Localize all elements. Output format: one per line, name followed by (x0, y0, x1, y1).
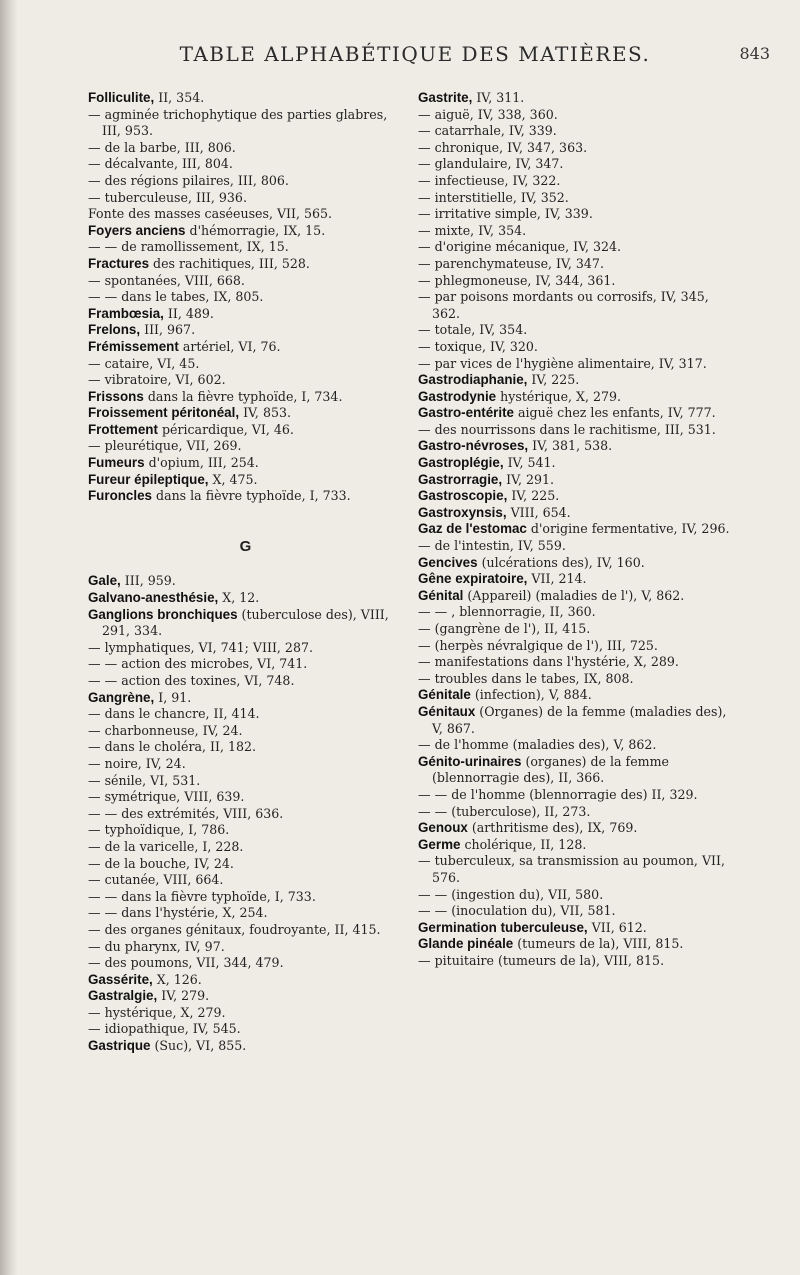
entry-text: Fonte des masses caséeuses, VII, 565. (88, 206, 333, 222)
entry-text: (tuberculose des), VIII, 291, 334. (102, 606, 389, 639)
entry-text: II, 489. (163, 305, 214, 321)
index-entry (88, 306, 403, 323)
index-entry (88, 256, 403, 273)
entry-text: (Organes) de la femme (maladies des), V, 867. (432, 703, 727, 736)
entry-headword: Frottement (88, 421, 158, 437)
entry-text: IV, 279. (157, 988, 210, 1004)
entry-text: (ulcérations des), IV, 160. (477, 554, 645, 570)
entry-text: — agminée trichophytique des parties glabres, III, 953. (88, 106, 388, 139)
index-entry (418, 422, 738, 439)
index-entry (88, 140, 403, 157)
index-entry (88, 905, 403, 922)
entry-text: III, 967. (140, 322, 196, 338)
entry-text: — vibratoire, VI, 602. (88, 372, 226, 388)
index-entry (88, 640, 403, 657)
entry-text: X, 12. (218, 590, 260, 606)
entry-headword: Gaz de l'estomac (418, 521, 527, 537)
entry-text: — troubles dans le tabes, IX, 808. (418, 670, 634, 686)
entry-headword: Gastrodynie (418, 388, 497, 404)
index-entry (418, 936, 738, 953)
entry-headword: Gastro-entérite (418, 405, 514, 421)
entry-text: — idiopathique, IV, 545. (88, 1021, 241, 1037)
index-entry (418, 687, 738, 704)
entry-text: — (gangrène de l'), II, 415. (418, 621, 591, 636)
entry-text: — charbonneuse, IV, 24. (88, 722, 243, 738)
entry-headword: Gangrène, (88, 689, 155, 705)
entry-text: — — des extrémités, VIII, 636. (88, 805, 284, 821)
entry-text: X, 475. (208, 471, 258, 487)
index-entry (88, 173, 403, 190)
entry-text: X, 126. (152, 971, 202, 987)
index-entry (418, 505, 738, 522)
section-letter: G (239, 537, 252, 555)
index-entry (88, 955, 403, 972)
index-entry (418, 654, 738, 671)
index-entry (88, 673, 403, 690)
entry-text: — dans le chancre, II, 414. (88, 706, 260, 722)
entry-text: — lymphatiques, VI, 741; VIII, 287. (88, 639, 313, 655)
index-entry (88, 806, 403, 823)
index-entry (88, 739, 403, 756)
entry-text: — glandulaire, IV, 347. (418, 156, 564, 172)
entry-text: II, 354. (154, 90, 205, 105)
index-entry (418, 190, 738, 207)
entry-text: — d'origine mécanique, IV, 324. (418, 239, 622, 255)
entry-text: — cutanée, VIII, 664. (88, 872, 224, 888)
entry-headword: Gastrorragie, (418, 471, 503, 487)
entry-headword: Gastralgie, (88, 988, 158, 1004)
entry-text: — — dans l'hystérie, X, 254. (88, 905, 268, 921)
entry-headword: Génital (418, 587, 464, 603)
index-entry (88, 856, 403, 873)
index-entry (88, 372, 403, 389)
entry-text: — de la barbe, III, 806. (88, 139, 236, 155)
entry-text: — symétrique, VIII, 639. (88, 789, 245, 805)
entry-text: VII, 612. (587, 919, 647, 935)
entry-headword: Frelons, (88, 322, 141, 338)
index-entry (88, 789, 403, 806)
index-entry (418, 787, 738, 804)
index-entry (418, 488, 738, 505)
entry-text: — toxique, IV, 320. (418, 338, 538, 354)
entry-text: hystérique, X, 279. (496, 388, 622, 404)
index-entry (88, 289, 403, 306)
index-entry (418, 223, 738, 240)
entry-headword: Fractures (88, 255, 150, 271)
entry-text: — — de ramollissement, IX, 15. (88, 239, 289, 255)
index-entry (88, 322, 403, 339)
index-entry (418, 123, 738, 140)
index-entry (88, 190, 403, 207)
entry-text: — — de l'homme (blennorragie des) II, 329. (418, 786, 698, 802)
entry-headword: Fumeurs (88, 455, 145, 471)
index-entry (88, 1038, 403, 1055)
index-entry (88, 438, 403, 455)
index-entry (418, 754, 738, 787)
entry-headword: Gastroxynsis, (418, 504, 507, 520)
entry-text: IV, 381, 538. (528, 438, 613, 454)
index-entry (418, 156, 738, 173)
index-entry (418, 887, 738, 904)
entry-text: — de la varicelle, I, 228. (88, 838, 244, 854)
entry-text: cholérique, II, 128. (460, 836, 587, 852)
index-entry (88, 706, 403, 723)
index-entry (418, 472, 738, 489)
book-spine-shadow (0, 0, 18, 1275)
index-entry (418, 837, 738, 854)
entry-text: (tumeurs de la), VIII, 815. (513, 936, 684, 952)
index-entry (418, 604, 738, 621)
entry-text: — infectieuse, IV, 322. (418, 172, 561, 188)
index-entry (418, 90, 738, 107)
entry-text: — pituitaire (tumeurs de la), VIII, 815. (418, 952, 665, 968)
index-entry (418, 853, 738, 886)
entry-text: (infection), V, 884. (470, 687, 592, 703)
entry-text: — (herpès névralgique de l'), III, 725. (418, 637, 658, 653)
index-entry (418, 621, 738, 638)
entry-text: péricardique, VI, 46. (157, 421, 294, 437)
page-header (60, 42, 770, 72)
index-entry (418, 455, 738, 472)
entry-text: — — action des toxines, VI, 748. (88, 673, 295, 688)
entry-text: artériel, VI, 76. (178, 338, 281, 354)
index-entry (88, 573, 403, 590)
index-entry (418, 438, 738, 455)
entry-text: — des poumons, VII, 344, 479. (88, 955, 284, 971)
index-entry (418, 920, 738, 937)
entry-headword: Gassérite, (88, 971, 153, 987)
entry-text: — hystérique, X, 279. (88, 1004, 226, 1020)
entry-headword: Ganglions bronchiques (88, 606, 238, 622)
index-entry (88, 472, 403, 489)
entry-text: IV, 541. (503, 455, 556, 471)
index-entry (418, 521, 738, 538)
index-entry (418, 140, 738, 157)
index-entry (418, 107, 738, 124)
index-entry (418, 322, 738, 339)
entry-text: — aiguë, IV, 338, 360. (418, 106, 558, 122)
entry-text: — irritative simple, IV, 339. (418, 206, 593, 222)
index-entry (418, 256, 738, 273)
entry-text: dans la fièvre typhoïde, I, 734. (143, 388, 343, 404)
entry-text: — — dans le tabes, IX, 805. (88, 289, 264, 305)
entry-text: — tuberculeuse, III, 936. (88, 189, 247, 205)
entry-headword: Froissement péritonéal, (88, 405, 240, 421)
index-entry (88, 239, 403, 256)
entry-text: d'origine fermentative, IV, 296. (526, 521, 730, 537)
index-entry (88, 889, 403, 906)
entry-headword: Gastroplégie, (418, 455, 504, 471)
index-entry (418, 704, 738, 737)
entry-text: — — (inoculation du), VII, 581. (418, 903, 616, 919)
entry-text: — de la bouche, IV, 24. (88, 855, 234, 871)
index-entry (88, 156, 403, 173)
index-entry (418, 555, 738, 572)
index-entry (88, 872, 403, 889)
entry-text: — décalvante, III, 804. (88, 156, 233, 172)
entry-headword: Genoux (418, 820, 468, 836)
entry-text: — par poisons mordants ou corrosifs, IV, 345, 362. (418, 289, 709, 321)
entry-text: d'opium, III, 254. (144, 455, 259, 471)
index-entry (88, 839, 403, 856)
entry-text: des rachitiques, III, 528. (149, 255, 310, 271)
entry-text: — totale, IV, 354. (418, 322, 528, 338)
entry-headword: Gastro-névroses, (418, 438, 529, 454)
entry-text: IV, 311. (472, 90, 525, 105)
entry-text: — de l'homme (maladies des), V, 862. (418, 737, 657, 753)
entry-text: VIII, 654. (506, 504, 571, 520)
index-entry (418, 571, 738, 588)
index-entry (88, 939, 403, 956)
index-entry (88, 488, 403, 505)
index-entry (418, 638, 738, 655)
entry-headword: Génito-urinaires (418, 753, 522, 769)
entry-text: — des nourrissons dans le rachitisme, III, 531. (418, 421, 716, 437)
index-entry (418, 671, 738, 688)
entry-text: — dans le choléra, II, 182. (88, 739, 256, 755)
entry-text: III, 959. (120, 573, 176, 589)
entry-text: IV, 853. (239, 405, 291, 421)
index-entry (88, 988, 403, 1005)
entry-text: — sénile, VI, 531. (88, 772, 201, 788)
index-entry (88, 723, 403, 740)
entry-text: IV, 225. (527, 372, 580, 388)
entry-headword: Furoncles (88, 488, 152, 504)
entry-headword: Gêne expiratoire, (418, 571, 528, 587)
entry-text: — typhoïdique, I, 786. (88, 822, 230, 838)
index-entry (88, 822, 403, 839)
entry-text: IV, 291. (502, 471, 555, 487)
page-title: TABLE ALPHABÉTIQUE DES MATIÈRES. (179, 42, 651, 66)
index-entry (88, 339, 403, 356)
index-entry (88, 90, 403, 107)
index-entry (418, 239, 738, 256)
index-entry (418, 389, 738, 406)
entry-text: — chronique, IV, 347, 363. (418, 139, 588, 155)
entry-headword: Gastrite, (418, 90, 473, 105)
entry-text: — phlegmoneuse, IV, 344, 361. (418, 272, 616, 288)
index-entry (88, 1005, 403, 1022)
entry-text: — de l'intestin, IV, 559. (418, 538, 566, 554)
index-entry (418, 372, 738, 389)
entry-text: — spontanées, VIII, 668. (88, 272, 245, 288)
index-entry (88, 455, 403, 472)
index-entry (88, 405, 403, 422)
index-entry (418, 903, 738, 920)
entry-text: — — dans la fièvre typhoïde, I, 733. (88, 888, 316, 904)
entry-text: — noire, IV, 24. (88, 755, 186, 771)
index-entry (88, 773, 403, 790)
index-block-g (88, 573, 403, 1054)
entry-text: — — action des microbes, VI, 741. (88, 656, 308, 672)
entry-text: — parenchymateuse, IV, 347. (418, 255, 604, 271)
entry-headword: Galvano-anesthésie, (88, 590, 219, 606)
index-entry (418, 356, 738, 373)
index-entry (88, 356, 403, 373)
index-entry (88, 922, 403, 939)
index-entry (88, 590, 403, 607)
index-entry (418, 538, 738, 555)
entry-text: — — (ingestion du), VII, 580. (418, 886, 604, 902)
index-entry (88, 107, 403, 140)
entry-headword: Gastroscopie, (418, 488, 508, 504)
entry-text: (organes) de la femme (blennorragie des), II, 366. (432, 753, 669, 786)
entry-text: (arthritisme des), IX, 769. (467, 820, 638, 836)
entry-headword: Frissons (88, 388, 144, 404)
entry-text: — par vices de l'hygiène alimentaire, IV, 317. (418, 355, 707, 371)
index-entry (88, 756, 403, 773)
index-entry (418, 206, 738, 223)
entry-headword: Germination tuberculeuse, (418, 919, 588, 935)
entry-headword: Gencives (418, 554, 478, 570)
entry-text: — tuberculeux, sa transmission au poumon, VII, 576. (418, 853, 725, 885)
entry-text: — des régions pilaires, III, 806. (88, 172, 289, 188)
entry-text: aiguë chez les enfants, IV, 777. (514, 405, 716, 421)
entry-text: — — (tuberculose), II, 273. (418, 803, 591, 819)
index-entry (418, 820, 738, 837)
left-column (88, 90, 403, 1055)
entry-headword: Gastrodiaphanie, (418, 372, 528, 388)
entry-text: (Suc), VI, 855. (150, 1038, 247, 1054)
index-entry (88, 273, 403, 290)
entry-text: — mixte, IV, 354. (418, 222, 527, 238)
entry-text: — cataire, VI, 45. (88, 355, 200, 371)
entry-headword: Gale, (88, 573, 121, 589)
index-entry (418, 173, 738, 190)
index-entry (418, 273, 738, 290)
entry-text: — manifestations dans l'hystérie, X, 289. (418, 654, 679, 670)
index-entry (88, 206, 403, 223)
index-entry (418, 737, 738, 754)
index-entry (418, 289, 738, 322)
entry-headword: Folliculite, (88, 90, 155, 105)
index-entry (88, 422, 403, 439)
entry-headword: Fureur épileptique, (88, 471, 209, 487)
right-column (418, 90, 738, 969)
entry-headword: Génitale (418, 687, 471, 703)
entry-headword: Foyers anciens (88, 222, 186, 238)
entry-text: d'hémorragie, IX, 15. (185, 222, 326, 238)
entry-headword: Gastrique (88, 1038, 151, 1054)
entry-headword: Germe (418, 836, 461, 852)
index-entry (418, 953, 738, 970)
entry-text: — interstitielle, IV, 352. (418, 189, 569, 205)
index-entry (418, 405, 738, 422)
entry-text: VII, 214. (527, 571, 587, 587)
index-entry (88, 1021, 403, 1038)
entry-text: — pleurétique, VII, 269. (88, 438, 242, 454)
index-block-f (88, 90, 403, 505)
entry-text: dans la fièvre typhoïde, I, 733. (152, 488, 351, 504)
entry-text: — — , blennorragie, II, 360. (418, 604, 596, 620)
entry-text: (Appareil) (maladies de l'), V, 862. (463, 587, 685, 603)
index-entry (88, 656, 403, 673)
entry-text: IV, 225. (507, 488, 560, 504)
entry-headword: Glande pinéale (418, 936, 514, 952)
index-entry (418, 804, 738, 821)
page-number: 843 (739, 44, 770, 63)
entry-headword: Frambœsia, (88, 305, 164, 321)
index-entry (418, 588, 738, 605)
entry-headword: Génitaux (418, 703, 476, 719)
entry-text: I, 91. (154, 689, 192, 705)
entry-headword: Frémissement (88, 338, 179, 354)
entry-text: — des organes génitaux, foudroyante, II, 415. (88, 921, 381, 937)
index-entry (418, 339, 738, 356)
index-entry (88, 223, 403, 240)
index-entry (88, 972, 403, 989)
index-entry (88, 389, 403, 406)
entry-text: — du pharynx, IV, 97. (88, 938, 225, 954)
entry-text: — catarrhale, IV, 339. (418, 123, 557, 139)
index-entry (88, 607, 403, 640)
index-entry (88, 690, 403, 707)
